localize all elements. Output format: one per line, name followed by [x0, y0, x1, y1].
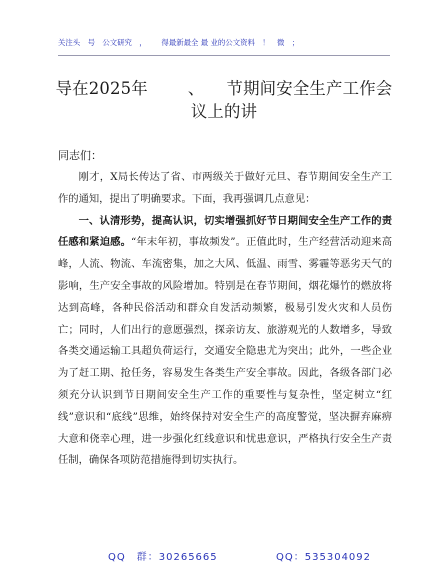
header-divider — [58, 55, 390, 56]
title-part-3: 节期间安全生产工作会 — [226, 79, 393, 98]
document-body — [58, 167, 392, 472]
header-middle-text: 得最新最全 — [161, 38, 199, 47]
document-title — [54, 77, 394, 123]
title-line-2: 议上的讲 — [190, 102, 258, 121]
header-right-text: 业的公文资料 ！ 微 ； — [210, 38, 300, 47]
title-part-1: 导在2025年 — [55, 79, 148, 98]
paragraph-1: 刚才，X局长传达了省、市两级关于做好元旦、春节期间安全生产工作的通知，提出了明确要求。下面，我再强调几点意见： — [58, 171, 392, 205]
footer-qq-group: QQ 群：30265665 — [108, 552, 218, 563]
page-header — [58, 37, 390, 48]
header-left-text: 关注头 号 公文研究 ， — [58, 38, 147, 47]
title-part-2: 、 — [187, 79, 205, 98]
section-heading-1: 一、认清形势，提高认识，切实增强抓好节日期间安全生产工作的责任感和紧迫感。 — [58, 214, 392, 249]
salutation: 同志们： — [58, 149, 102, 162]
page-footer — [108, 548, 371, 563]
title-line-1 — [54, 77, 394, 100]
footer-qq: QQ：535304092 — [276, 552, 372, 563]
header-middle2-text: 最 — [200, 38, 209, 47]
paragraph-2-text: “年末年初，事故频发”。正值此时，生产经营活动迎来高峰，人流、物流、车流密集，加之大风、低温、雨雪、雾霾等恶劣天气的影响，生产安全事故的风险增加。特别是在春节期间，烟花爆竹的燃放将达到高峰，各种民俗活动和群众自发活动频繁，极易引发火灾和人员伤亡；同时，人们出行的意愿强烈，探亲访友、旅游观光的人数增多，导致各类交通运输工具超负荷运行，交通安全隐患尤为突出；此外，一些企业为了赶工期、抢任务，容易发生各类生产安全事故。因此，各级各部门必须充分认识到节日期间安全生产工作的重要性与复杂性，坚定树立“红线”意识和“底线”思维，始终保持对安全生产的高度警觉，坚决摒弃麻痹大意和侥幸心理，进一步强化红线意识和忧患意识，严格执行安全生产责任制，确保各项防范措施得到切实执行。 — [58, 236, 393, 467]
paragraph-2 — [58, 211, 392, 473]
